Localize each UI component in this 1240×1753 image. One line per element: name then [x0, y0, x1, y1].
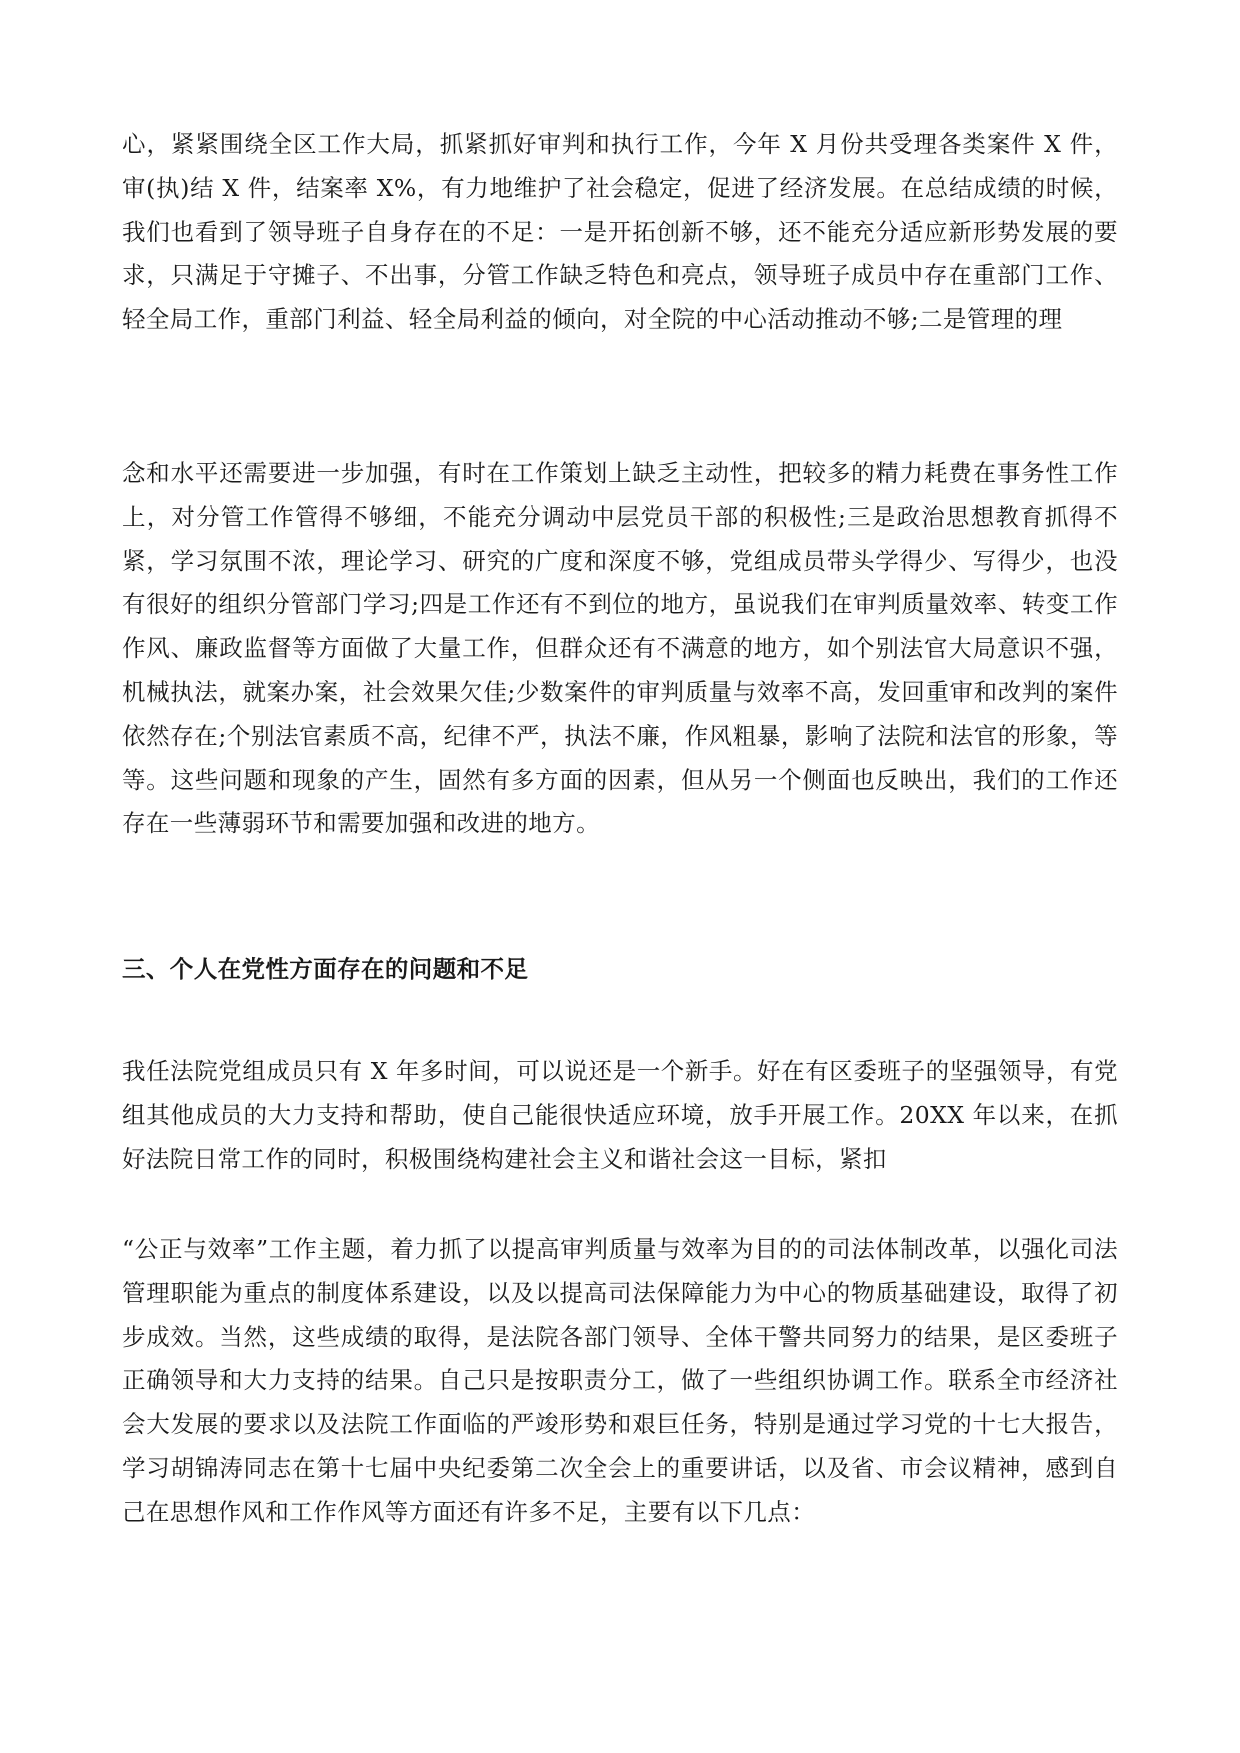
paragraph-personal-achievements: “公正与效率”工作主题，着力抓了以提高审判质量与效率为目的的司法体制改革，以强化司法管理职能为重点的制度体系建设，以及以提高司法保障能力为中心的物质基础建设，取得了初步成效。当然，这些成绩的取得，是法院各部门领导、全体干警共同努力的结果，是区委班子正确领导和大力支持的结果。自己只是按职责分工，做了一些组织协调工作。联系全市经济社会大发展的要求以及法院工作面临的严竣形势和艰巨任务，特别是通过学习党的十七大报告，学习胡锦涛同志在第十七届中央纪委第二次全会上的重要讲话，以及省、市会议精神，感到自己在思想作风和工作作风等方面还有许多不足，主要有以下几点： [122, 1235, 1118, 1526]
paragraph-leadership-shortcomings: 心，紧紧围绕全区工作大局，抓紧抓好审判和执行工作，今年 X 月份共受理各类案件 X 件，审(执)结 X 件，结案率 X%，有力地维护了社会稳定，促进了经济发展。在总结成绩的时候，我们也看到了领导班子自身存在的不足：一是开拓创新不够，还不能充分适应新形势发展的要求，只满足于守摊子、不出事，分管工作缺乏特色和亮点，领导班子成员中存在重部门工作、轻全局工作，重部门利益、轻全局利益的倾向，对全院的中心活动推动不够;二是管理的理 [122, 130, 1118, 334]
paragraph-leadership-shortcomings-continued: 念和水平还需要进一步加强，有时在工作策划上缺乏主动性，把较多的精力耗费在事务性工作上，对分管工作管得不够细，不能充分调动中层党员干部的积极性;三是政治思想教育抓得不紧，学习氛围不浓，理论学习、研究的广度和深度不够，党组成员带头学得少、写得少，也没有很好的组织分管部门学习;四是工作还有不到位的地方，虽说我们在审判质量效率、转变工作作风、廉政监督等方面做了大量工作，但群众还有不满意的地方，如个别法官大局意识不强，机械执法，就案办案，社会效果欠佳;少数案件的审判质量与效率不高，发回重审和改判的案件依然存在;个别法官素质不高，纪律不严，执法不廉，作风粗暴，影响了法院和法官的形象，等等。这些问题和现象的产生，固然有多方面的因素，但从另一个侧面也反映出，我们的工作还存在一些薄弱环节和需要加强和改进的地方。 [122, 459, 1118, 838]
paragraph-personal-intro: 我任法院党组成员只有 X 年多时间，可以说还是一个新手。好在有区委班子的坚强领导，有党组其他成员的大力支持和帮助，使自己能很快适应环境，放手开展工作。20XX 年以来，在抓好法院日常工作的同时，积极围绕构建社会主义和谐社会这一目标，紧扣 [122, 1057, 1118, 1173]
section-heading-personal-issues: 三、个人在党性方面存在的问题和不足 [122, 955, 529, 983]
